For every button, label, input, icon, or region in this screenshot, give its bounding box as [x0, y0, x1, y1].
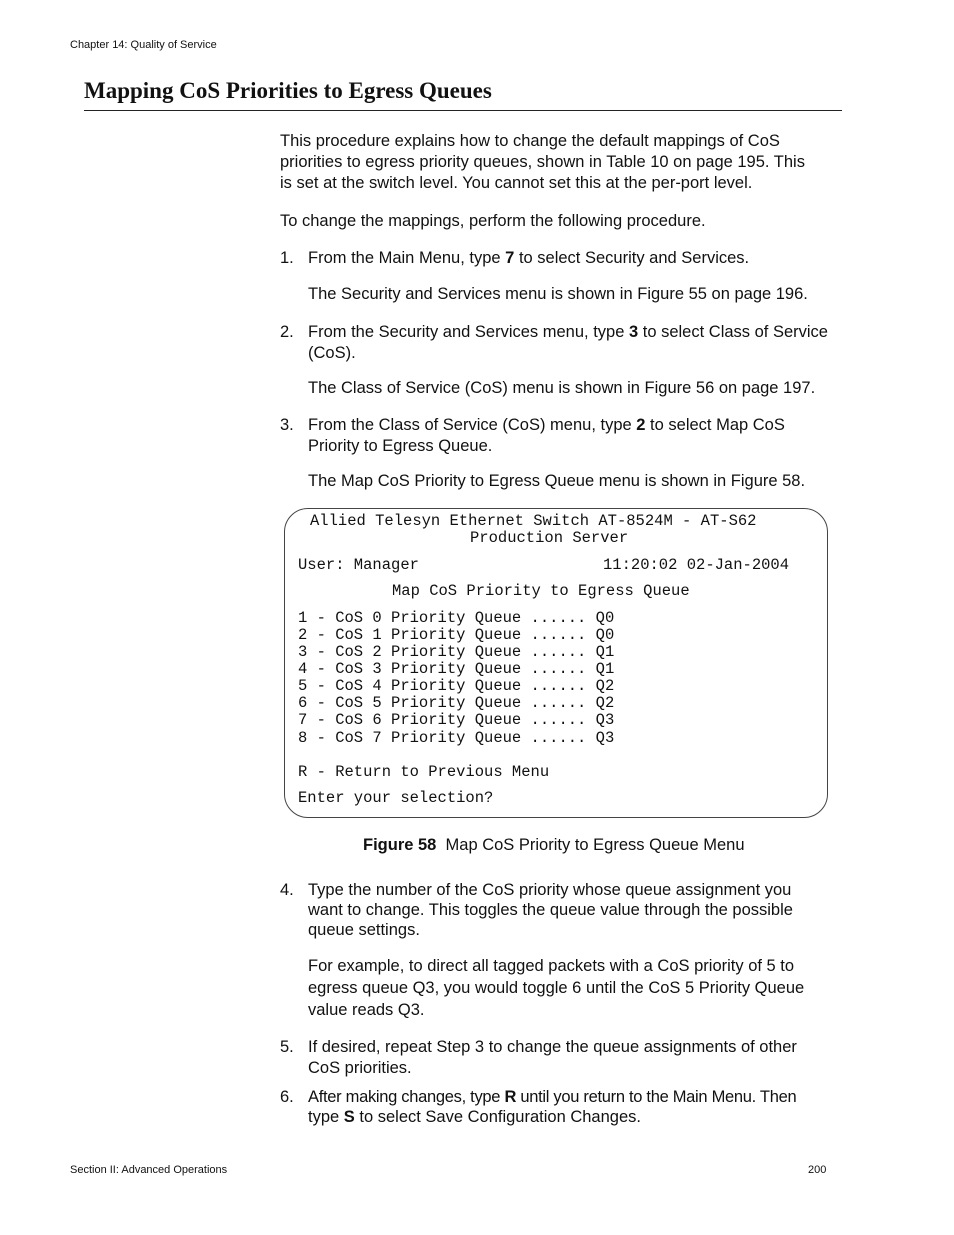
lead-in: To change the mappings, perform the following procedure. [280, 212, 706, 230]
terminal-menu-item: 2 - CoS 1 Priority Queue ...... Q0 [298, 626, 615, 644]
step-4-line-2: want to change. This toggles the queue value through the possible [308, 901, 793, 919]
step-text: to select Save Configuration Changes. [354, 1108, 641, 1126]
terminal-menu-title: Map CoS Priority to Egress Queue [392, 582, 690, 600]
title-rule [84, 110, 842, 111]
step-text: to select Map CoS [645, 416, 785, 434]
step-text: From the Security and Services menu, type [308, 323, 629, 341]
terminal-user: User: Manager [298, 556, 419, 574]
terminal-prompt: Enter your selection? [298, 789, 494, 807]
terminal-menu-item: 6 - CoS 5 Priority Queue ...... Q2 [298, 694, 615, 712]
intro-line-3: is set at the switch level. You cannot set this at the per-port level. [280, 174, 753, 192]
step-1-text [308, 248, 749, 269]
step-3-text-line2: Priority to Egress Queue. [308, 437, 493, 455]
intro-line-1: This procedure explains how to change the default mappings of CoS [280, 132, 780, 150]
page-number: 200 [808, 1164, 827, 1176]
figure-caption [363, 836, 745, 855]
menu-key: 7 [505, 249, 515, 267]
figure-label: Figure 58 [363, 836, 437, 854]
step-text: From the Main Menu, type [308, 249, 506, 267]
terminal-menu-item: 4 - CoS 3 Priority Queue ...... Q1 [298, 660, 615, 678]
figure-caption-text: Map CoS Priority to Egress Queue Menu [445, 836, 745, 854]
terminal-menu-item: 5 - CoS 4 Priority Queue ...... Q2 [298, 677, 615, 695]
step-2-text [308, 322, 828, 343]
terminal-menu-item: 1 - CoS 0 Priority Queue ...... Q0 [298, 609, 615, 627]
step-6-line-2 [308, 1107, 641, 1128]
terminal-return-item: R - Return to Previous Menu [298, 763, 550, 781]
step-text: to select Class of Service [638, 323, 828, 341]
step-text: until you return to the Main Menu. Then [516, 1088, 797, 1106]
terminal-datetime: 11:20:02 02-Jan-2004 [603, 556, 790, 574]
section-title: Mapping CoS Priorities to Egress Queues [84, 78, 492, 103]
menu-key: 3 [628, 323, 639, 341]
step-number: 1. [280, 249, 294, 267]
step-text: to select Security and Services. [514, 249, 750, 267]
footer-section: Section II: Advanced Operations [70, 1164, 228, 1176]
step-4-line-3: queue settings. [308, 921, 420, 939]
terminal-title-line-2: Production Server [470, 529, 629, 547]
step-2-note: The Class of Service (CoS) menu is shown in Figure 56 on page 197. [308, 379, 816, 397]
step-text: After making changes, type [308, 1088, 505, 1106]
step-1-note: The Security and Services menu is shown in Figure 55 on page 196. [308, 285, 808, 303]
step-4-note-line-1: For example, to direct all tagged packets with a CoS priority of 5 to [308, 957, 795, 975]
terminal-title-line-1: Allied Telesyn Ethernet Switch AT-8524M - AT-S62 [310, 512, 757, 530]
step-text: type [308, 1108, 344, 1126]
step-4-line-1: Type the number of the CoS priority whose queue assignment you [308, 881, 792, 899]
terminal-menu-item: 3 - CoS 2 Priority Queue ...... Q1 [298, 643, 615, 661]
chapter-header: Chapter 14: Quality of Service [70, 39, 217, 51]
step-number: 2. [280, 323, 294, 341]
step-3-text [308, 415, 785, 436]
step-number: 3. [280, 416, 294, 434]
step-4-note-line-2: egress queue Q3, you would toggle 6 until the CoS 5 Priority Queue [308, 979, 805, 997]
step-2-text-line2: (CoS). [308, 344, 356, 362]
intro-line-2: priorities to egress priority queues, shown in Table 10 on page 195. This [280, 153, 805, 171]
step-number: 5. [280, 1038, 294, 1056]
terminal-menu-item: 8 - CoS 7 Priority Queue ...... Q3 [298, 729, 615, 747]
step-5-line-2: CoS priorities. [308, 1059, 412, 1077]
terminal-menu-item: 7 - CoS 6 Priority Queue ...... Q3 [298, 711, 615, 729]
step-6-line-1 [308, 1087, 796, 1108]
menu-key: 2 [636, 416, 646, 434]
menu-key: R [504, 1088, 517, 1106]
step-4-note-line-3: value reads Q3. [308, 1001, 425, 1019]
step-number: 4. [280, 881, 294, 899]
menu-key: S [343, 1108, 355, 1126]
step-5-line-1: If desired, repeat Step 3 to change the queue assignments of other [308, 1038, 797, 1056]
step-3-note: The Map CoS Priority to Egress Queue menu is shown in Figure 58. [308, 472, 806, 490]
step-number: 6. [280, 1088, 294, 1106]
step-text: From the Class of Service (CoS) menu, type [308, 416, 637, 434]
